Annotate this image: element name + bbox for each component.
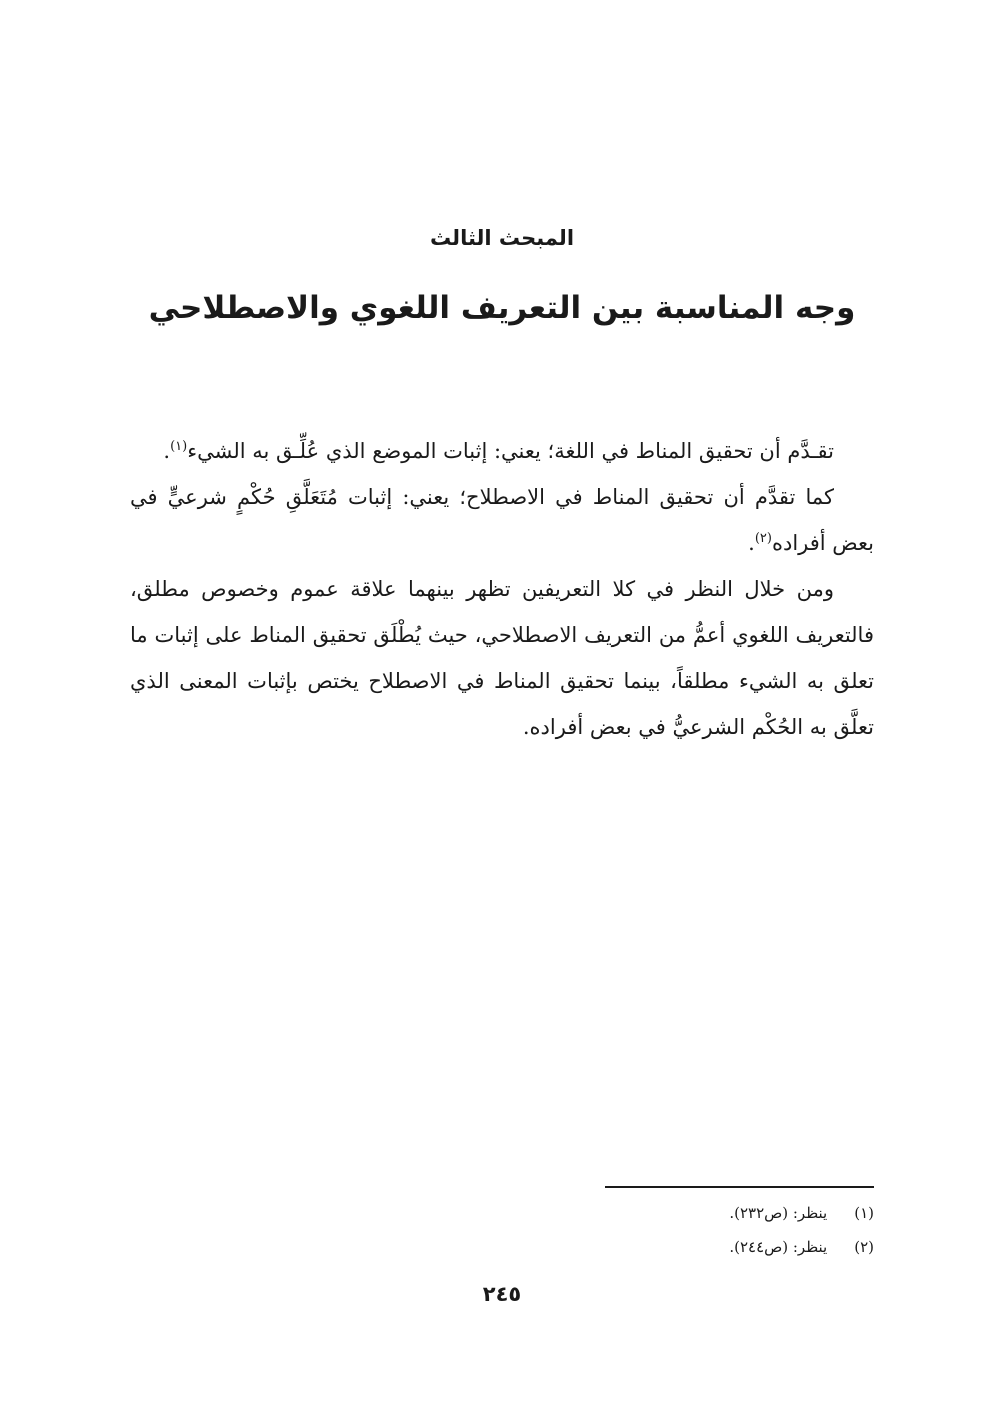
footnote-divider: [605, 1186, 874, 1188]
paragraph-tail: .: [163, 439, 171, 463]
footnote-ref: (١): [170, 439, 188, 454]
footnote-number: (١): [854, 1204, 874, 1222]
paragraph-text: ومن خلال النظر في كلا التعريفين تظهر بينهما علاقة عموم وخصوص مطلق، فالتعريف اللغوي أعمُّ من التعريف الاصطلاحي، حيث يُطْلَق تحقيق المناط على إثبات ما تعلق به الشيء مطلقاً، بينما تحقيق المناط في الاصطلاح يختص بإثبات المعنى الذي تعلَّق به الحُكْم الشرعيُّ في بعض أفراده.: [130, 577, 874, 739]
section-label: المبحث الثالث: [429, 226, 575, 250]
body-text: [130, 428, 874, 750]
footnote-text: ينظر: (ص٢٣٢).: [729, 1204, 828, 1222]
footnote-item: [130, 1230, 874, 1264]
paragraph-text: كما تقدَّم أن تحقيق المناط في الاصطلاح؛ يعني: إثبات مُتَعَلَّقِ حُكْمٍ شرعيٍّ في بعض أفراده: [130, 485, 874, 555]
footnote-number: (٢): [854, 1238, 874, 1256]
chapter-title: وجه المناسبة بين التعريف اللغوي والاصطلاحي: [148, 290, 856, 326]
footnotes: [130, 1196, 874, 1264]
paragraph: [130, 566, 874, 750]
footnote-ref: (٢): [754, 531, 772, 546]
page-number: ٢٤٥: [482, 1282, 522, 1306]
paragraph: [130, 428, 874, 474]
paragraph: [130, 474, 874, 566]
paragraph-text: تقـدَّم أن تحقيق المناط في اللغة؛ يعني: إثبات الموضع الذي عُلِّـق به الشيء: [187, 439, 834, 463]
paragraph-tail: .: [748, 531, 755, 555]
footnote-text: ينظر: (ص٢٤٤).: [729, 1238, 828, 1256]
footnote-item: [130, 1196, 874, 1230]
